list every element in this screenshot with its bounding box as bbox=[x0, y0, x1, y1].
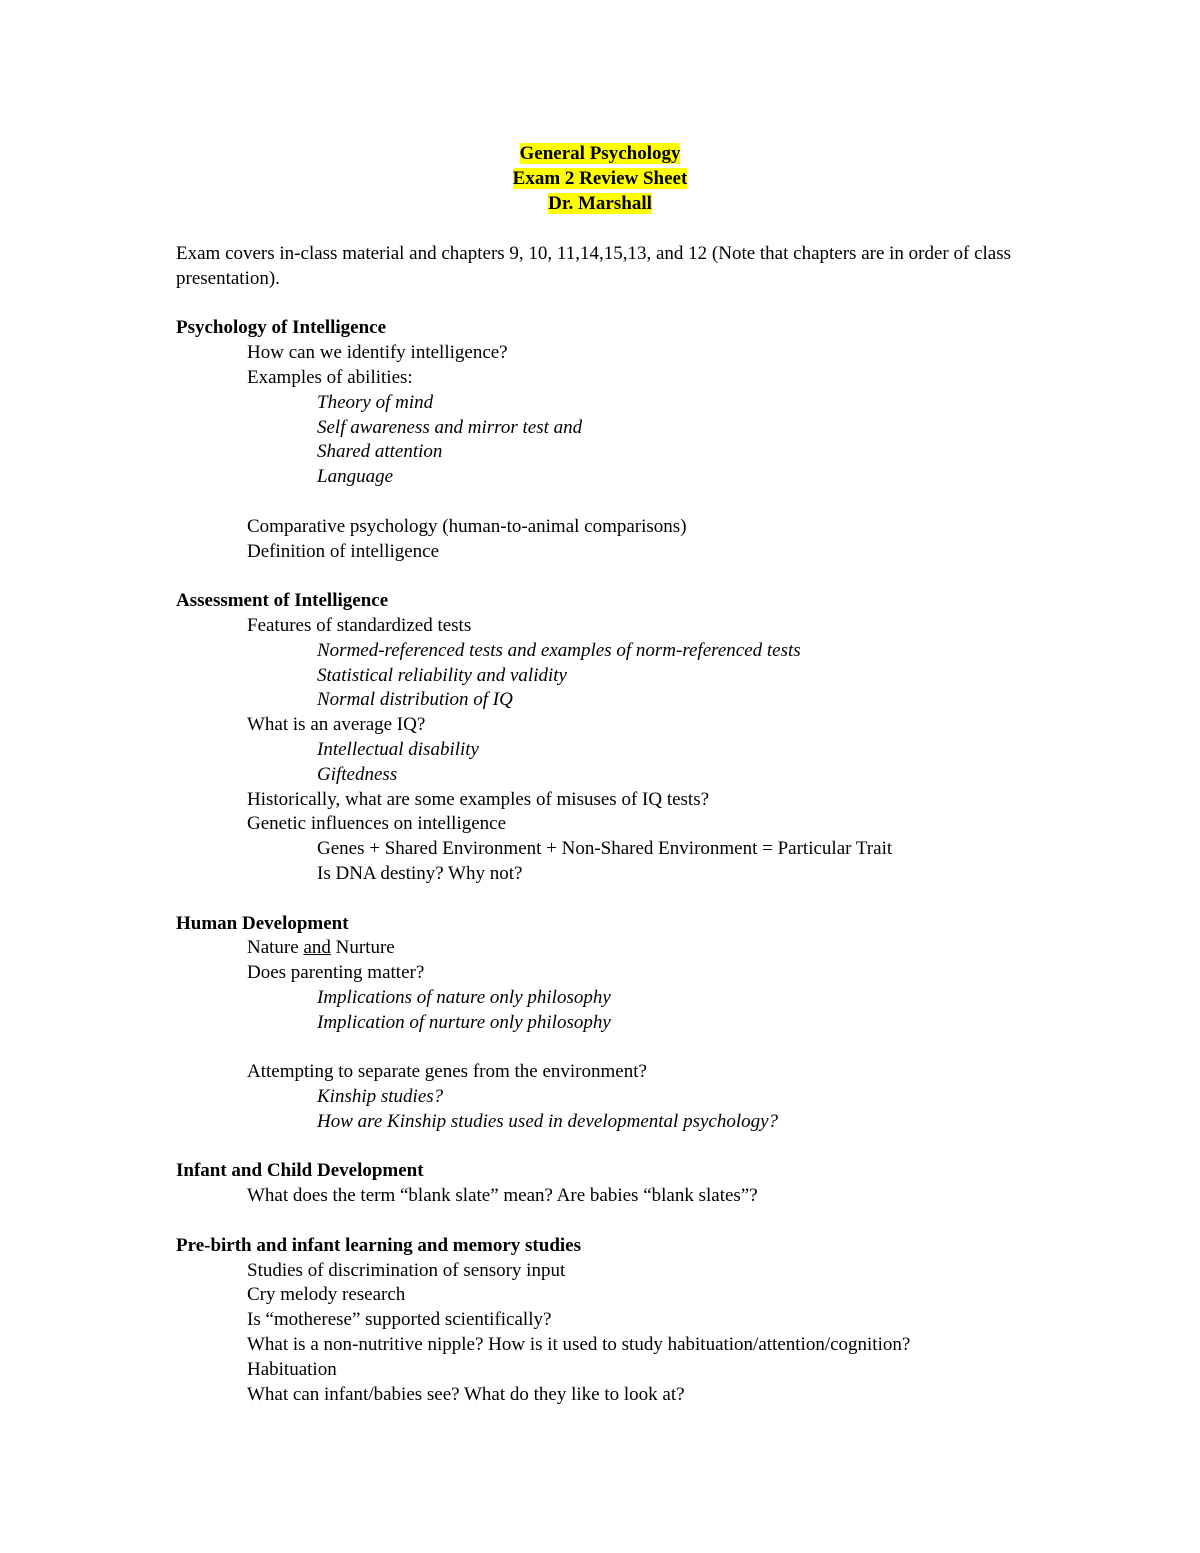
sheet-title-text: Exam 2 Review Sheet bbox=[512, 168, 688, 189]
topic-item: Studies of discrimination of sensory input bbox=[247, 1259, 566, 1281]
subtopic-item: How are Kinship studies used in developmental psychology? bbox=[317, 1110, 779, 1132]
subtopic-item: Giftedness bbox=[317, 763, 398, 785]
topic-item: What is a non-nutritive nipple? How is it used to study habituation/attention/cognition? bbox=[247, 1334, 911, 1356]
topic-item: What is an average IQ? bbox=[247, 714, 426, 736]
topic-item: Examples of abilities: bbox=[247, 366, 413, 388]
subtopic-item: Shared attention bbox=[317, 441, 443, 463]
section-heading-intelligence: Psychology of Intelligence bbox=[176, 317, 387, 339]
subtopic-item: Intellectual disability bbox=[317, 738, 479, 760]
topic-item: Attempting to separate genes from the environment? bbox=[247, 1061, 647, 1083]
instructor-name-text: Dr. Marshall bbox=[548, 193, 652, 214]
topic-item: Habituation bbox=[247, 1358, 337, 1380]
topic-item: Definition of intelligence bbox=[247, 540, 440, 562]
course-title-text: General Psychology bbox=[519, 143, 681, 164]
topic-item: Comparative psychology (human-to-animal comparisons) bbox=[247, 515, 687, 537]
section-heading-assessment: Assessment of Intelligence bbox=[176, 590, 389, 612]
instructor-name bbox=[0, 191, 1200, 216]
section-heading-infant-child: Infant and Child Development bbox=[176, 1160, 424, 1182]
sheet-title bbox=[0, 166, 1200, 191]
subtopic-item: Theory of mind bbox=[317, 391, 434, 413]
subtopic-item: Implications of nature only philosophy bbox=[317, 986, 611, 1008]
topic-item-nature-nurture bbox=[176, 936, 1036, 961]
topic-item: Historically, what are some examples of misuses of IQ tests? bbox=[247, 788, 710, 810]
intro-paragraph: Exam covers in-class material and chapters 9, 10, 11,14,15,13, and 12 (Note that chapters are in order of class presentation). bbox=[176, 243, 1012, 289]
topic-item: How can we identify intelligence? bbox=[247, 342, 508, 364]
subtopic-item: Kinship studies? bbox=[317, 1086, 444, 1108]
topic-item: What does the term “blank slate” mean? Are babies “blank slates”? bbox=[247, 1185, 758, 1207]
section-heading-prebirth: Pre-birth and infant learning and memory studies bbox=[176, 1234, 582, 1256]
subtopic-item: Statistical reliability and validity bbox=[317, 664, 567, 686]
subtopic-item: Normed-referenced tests and examples of norm-referenced tests bbox=[317, 639, 801, 661]
subtopic-item: Normal distribution of IQ bbox=[317, 689, 513, 711]
nurture-word: Nurture bbox=[335, 937, 395, 959]
topic-item: Does parenting matter? bbox=[247, 962, 425, 984]
document-header bbox=[0, 141, 1200, 216]
subtopic-item: Implication of nurture only philosophy bbox=[317, 1011, 611, 1033]
course-title bbox=[0, 141, 1200, 166]
nature-word: Nature bbox=[247, 937, 299, 959]
topic-item: What can infant/babies see? What do they like to look at? bbox=[247, 1383, 685, 1405]
topic-item: Genetic influences on intelligence bbox=[247, 813, 507, 835]
subtopic-item: Self awareness and mirror test and bbox=[317, 416, 583, 438]
topic-item: Cry melody research bbox=[247, 1284, 406, 1306]
topic-item: Features of standardized tests bbox=[247, 614, 472, 636]
subtopic-item: Genes + Shared Environment + Non-Shared Environment = Particular Trait bbox=[317, 838, 893, 860]
subtopic-item: Is DNA destiny? Why not? bbox=[317, 862, 523, 884]
topic-item: Is “motherese” supported scientifically? bbox=[247, 1309, 552, 1331]
subtopic-item: Language bbox=[317, 466, 393, 488]
document-body bbox=[176, 242, 1036, 1407]
section-heading-human-development: Human Development bbox=[176, 912, 349, 934]
and-word-underlined: and bbox=[303, 937, 331, 959]
